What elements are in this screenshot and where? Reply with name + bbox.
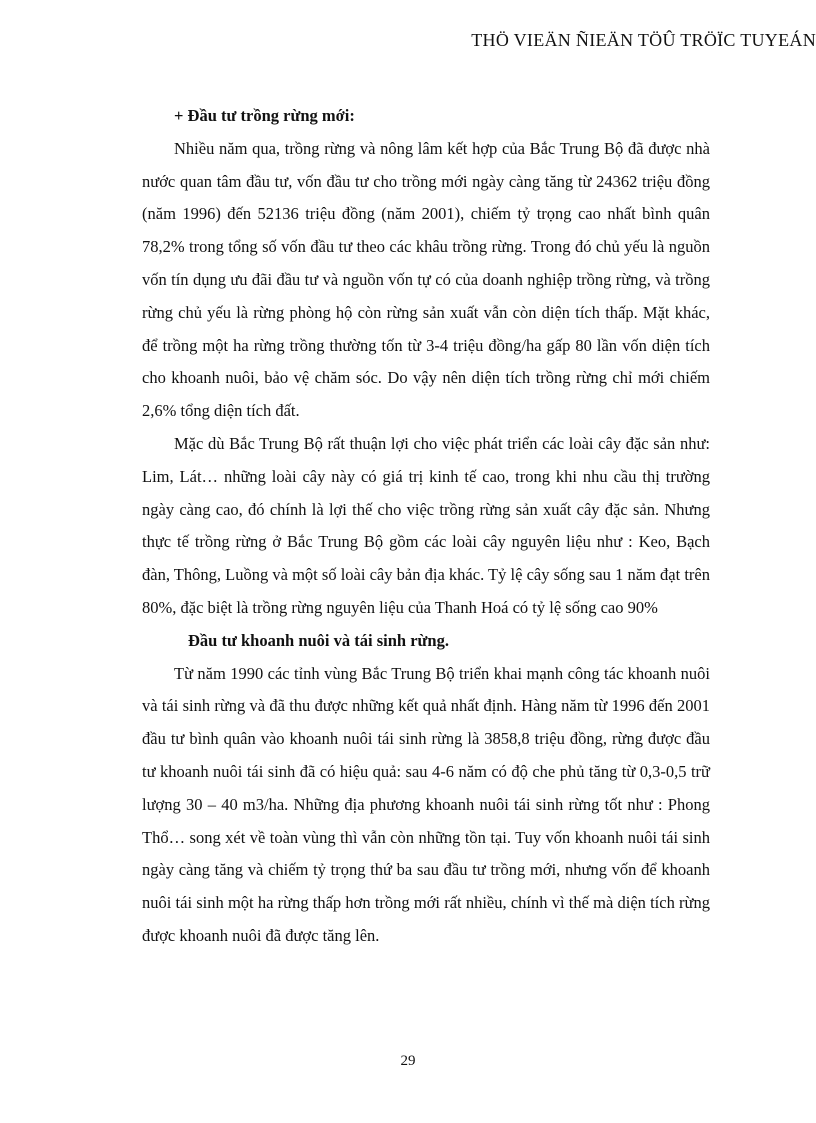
section-heading-new-planting: + Đầu tư trồng rừng mới: — [174, 106, 355, 125]
document-body — [142, 100, 710, 953]
paragraph: Mặc dù Bắc Trung Bộ rất thuận lợi cho việc phát triển các loài cây đặc sản như: Lim, Lát… những loài cây này có giá trị kinh tế cao, trong khi nhu cầu thị trường ngày càng cao, đó chính là lợi thế cho việc trồng rừng sản xuất cây đặc sản. Nhưng thực tế trồng rừng ở Bắc Trung Bộ gồm các loài cây nguyên liệu như : Keo, Bạch đàn, Thông, Luồng và một số loài cây bản địa khác. Tỷ lệ cây sống sau 1 năm đạt trên 80%, đặc biệt là trồng rừng nguyên liệu của Thanh Hoá có tỷ lệ sống cao 90% — [142, 433, 710, 617]
page-number: 29 — [400, 1053, 416, 1069]
paragraph: Từ năm 1990 các tỉnh vùng Bắc Trung Bộ triển khai mạnh công tác khoanh nuôi và tái sinh rừng và đã thu được những kết quả nhất định. Hàng năm từ 1996 đến 2001 đầu tư bình quân vào khoanh nuôi tái sinh rừng là 3858,8 triệu đồng, rừng được đầu tư khoanh nuôi tái sinh đã có hiệu quả: sau 4-6 năm có độ che phủ tăng từ 0,3-0,5 trữ lượng 30 – 40 m3/ha. Những địa phương khoanh nuôi tái sinh rừng tốt như : Phong Thổ… song xét về toàn vùng thì vẫn còn những tồn tại. Tuy vốn khoanh nuôi tái sinh ngày càng tăng và chiếm tỷ trọng thứ ba sau đầu tư trồng mới, nhưng vốn để khoanh nuôi tái sinh một ha rừng thấp hơn trồng mới rất nhiều, chính vì thế mà diện tích rừng được khoanh nuôi đã được tăng lên. — [142, 663, 710, 945]
paragraph: Nhiều năm qua, trồng rừng và nông lâm kết hợp của Bắc Trung Bộ đã được nhà nước quan tâm đầu tư, vốn đầu tư cho trồng mới ngày càng tăng từ 24362 triệu đồng (năm 1996) đến 52136 triệu đồng (năm 2001), chiếm tỷ trọng cao nhất bình quân 78,2% trong tổng số vốn đầu tư theo các khâu trồng rừng. Trong đó chủ yếu là nguồn vốn tín dụng ưu đãi đầu tư và nguồn vốn tự có của doanh nghiệp trồng rừng, và trồng rừng chủ yếu là rừng phòng hộ còn rừng sản xuất vẫn còn diện tích thấp. Mặt khác, để trồng một ha rừng trồng thường tốn từ 3-4 triệu đồng/ha gấp 80 lần vốn diện tích cho khoanh nuôi, bảo vệ chăm sóc. Do vậy nên diện tích trồng rừng chỉ mới chiếm 2,6% tổng diện tích đất. — [142, 138, 710, 421]
section-heading-regeneration: Đầu tư khoanh nuôi và tái sinh rừng. — [188, 630, 449, 650]
running-header: THÖ VIEÄN ÑIEÄN TÖÛ TRÖÏC TUYEÁN — [471, 30, 816, 50]
